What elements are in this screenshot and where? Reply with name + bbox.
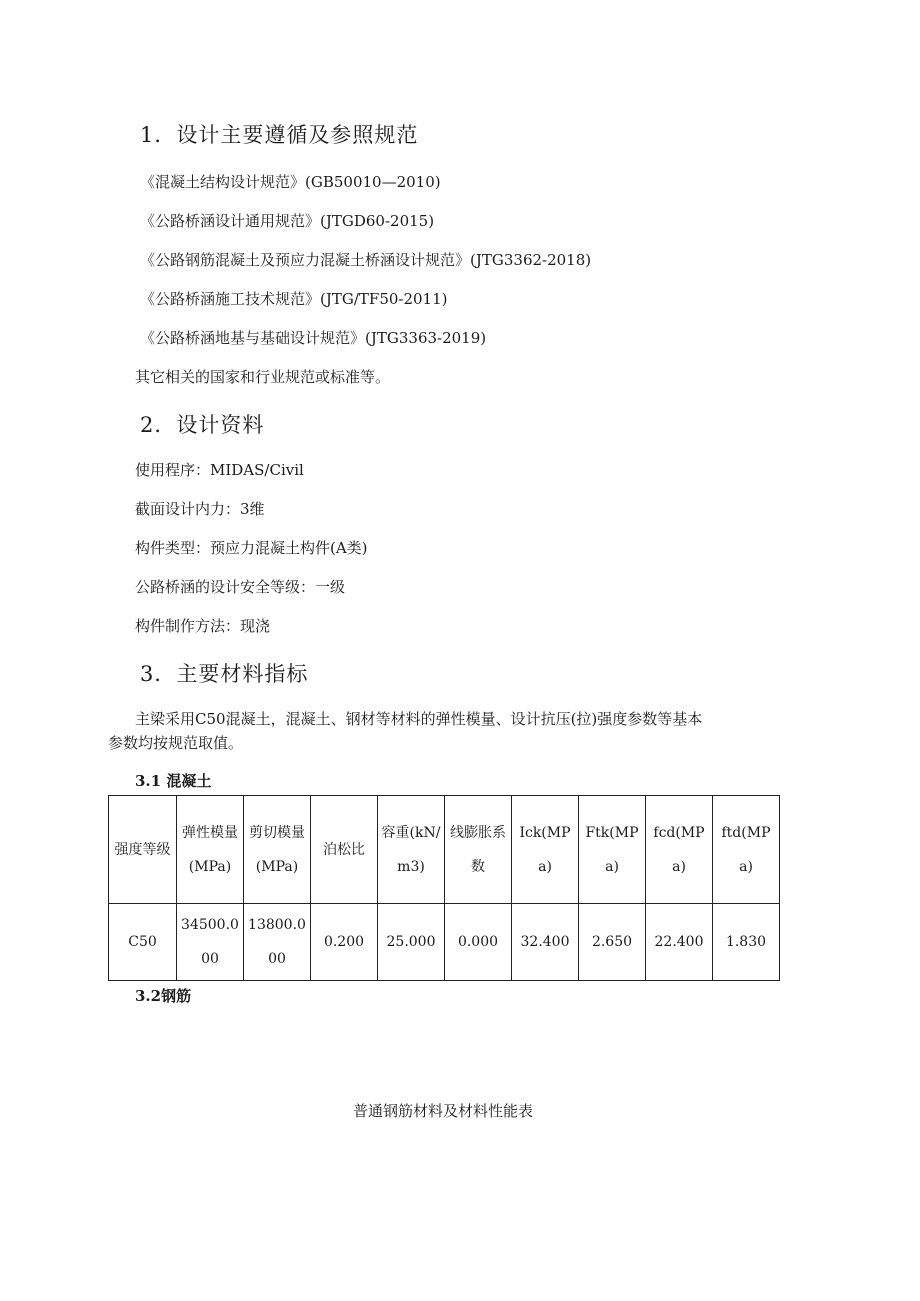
- section2-heading: 2．设计资料: [140, 413, 265, 437]
- header-cell: Ftk(MPa): [579, 796, 646, 904]
- material-paragraph-line1: 主梁采用C50混凝土，混凝土、钢材等材料的弹性模量、设计抗压(拉)强度参数等基本: [135, 710, 703, 728]
- subsection-rebar-heading: 3.2钢筋: [135, 987, 192, 1005]
- table-cell: 0.000: [445, 904, 512, 981]
- section1-heading: 1．设计主要遵循及参照规范: [140, 123, 419, 147]
- table-cell: 1.830: [713, 904, 780, 981]
- reference-item: 《混凝土结构设计规范》(GB50010—2010): [140, 173, 441, 191]
- concrete-properties-table: [108, 795, 780, 981]
- design-info-item: 截面设计内力：3维: [135, 500, 265, 518]
- header-cell: 弹性模量(MPa): [177, 796, 244, 904]
- reference-item: 《公路钢筋混凝土及预应力混凝土桥涵设计规范》(JTG3362-2018): [140, 251, 592, 269]
- design-info-item: 构件制作方法：现浇: [135, 617, 271, 635]
- header-cell: 剪切模量(MPa): [244, 796, 311, 904]
- table-cell: 13800.000: [244, 904, 311, 981]
- table-cell: 22.400: [646, 904, 713, 981]
- header-cell: Ick(MPa): [512, 796, 579, 904]
- material-paragraph-line2: 参数均按规范取值。: [108, 734, 244, 752]
- table-cell: 2.650: [579, 904, 646, 981]
- reference-item: 《公路桥涵设计通用规范》(JTGD60-2015): [140, 212, 435, 230]
- header-cell: fcd(MPa): [646, 796, 713, 904]
- reference-note: 其它相关的国家和行业规范或标准等。: [135, 368, 391, 386]
- header-cell: 泊松比: [311, 796, 378, 904]
- design-info-item: 公路桥涵的设计安全等级：一级: [135, 578, 346, 596]
- header-cell: ftd(MPa): [713, 796, 780, 904]
- table-cell: 32.400: [512, 904, 579, 981]
- header-cell: 线膨胀系数: [445, 796, 512, 904]
- table-cell: C50: [109, 904, 177, 981]
- table-cell: 25.000: [378, 904, 445, 981]
- header-cell: 强度等级: [109, 796, 177, 904]
- table-row: [109, 904, 780, 981]
- reference-item: 《公路桥涵施工技术规范》(JTG/TF50-2011): [140, 290, 448, 308]
- table-header-row: [109, 796, 780, 904]
- reference-item: 《公路桥涵地基与基础设计规范》(JTG3363-2019): [140, 329, 487, 347]
- table-cell: 34500.000: [177, 904, 244, 981]
- section3-heading: 3．主要材料指标: [140, 662, 309, 686]
- table-cell: 0.200: [311, 904, 378, 981]
- rebar-table-caption: 普通钢筋材料及材料性能表: [352, 1102, 533, 1120]
- design-info-item: 构件类型：预应力混凝土构件(A类): [135, 539, 368, 557]
- subsection-concrete-heading: 3.1 混凝土: [135, 772, 212, 790]
- design-info-item: 使用程序：MIDAS/Civil: [135, 461, 304, 479]
- header-cell: 容重(kN/m3): [378, 796, 445, 904]
